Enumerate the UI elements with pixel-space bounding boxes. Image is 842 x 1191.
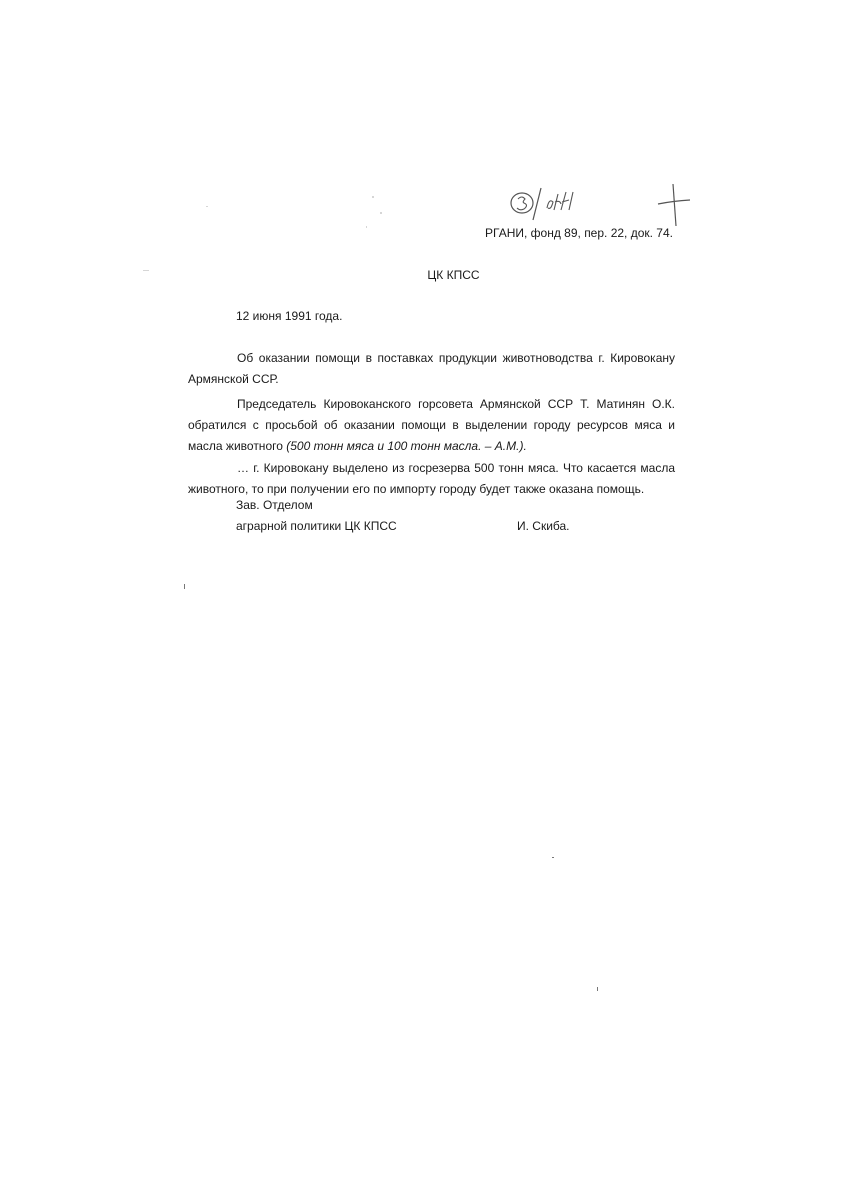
signature-title-line-1: Зав. Отделом bbox=[236, 498, 313, 512]
signature-title-line-2: аграрной политики ЦК КПСС bbox=[236, 519, 397, 533]
scan-speck bbox=[597, 987, 598, 991]
document-body bbox=[188, 348, 675, 500]
request-text: Председатель Кировоканского горсовета Армянской ССР Т. Матинян О.К. обратился с просьбой об оказании помощи в выделении городу ресурсов мяса и масла животного bbox=[188, 397, 675, 453]
archive-reference: РГАНИ, фонд 89, пер. 22, док. 74. bbox=[485, 226, 673, 240]
request-paragraph bbox=[188, 394, 675, 457]
signatory-name: И. Скиба. bbox=[517, 519, 570, 533]
scan-speck bbox=[366, 226, 367, 228]
request-note: (500 тонн мяса и 100 тонн масла. – А.М.). bbox=[286, 439, 527, 453]
document-date: 12 июня 1991 года. bbox=[236, 309, 343, 323]
scan-speck bbox=[206, 206, 208, 207]
scan-speck bbox=[380, 212, 382, 214]
scan-speck bbox=[143, 270, 149, 271]
handwritten-registration-mark bbox=[503, 180, 708, 230]
addressee: ЦК КПСС bbox=[427, 268, 480, 282]
scan-speck bbox=[372, 196, 374, 198]
decision-paragraph: … г. Кировокану выделено из госрезерва 500 тонн мяса. Что касается масла животного, то при получении его по импорту городу будет также оказана помощь. bbox=[188, 461, 675, 496]
scan-speck bbox=[184, 584, 185, 589]
subject-paragraph: Об оказании помощи в поставках продукции животноводства г. Кировокану Армянской ССР. bbox=[188, 351, 675, 386]
scan-speck bbox=[552, 857, 554, 858]
signature-block bbox=[236, 495, 676, 537]
signature-row bbox=[236, 516, 676, 537]
